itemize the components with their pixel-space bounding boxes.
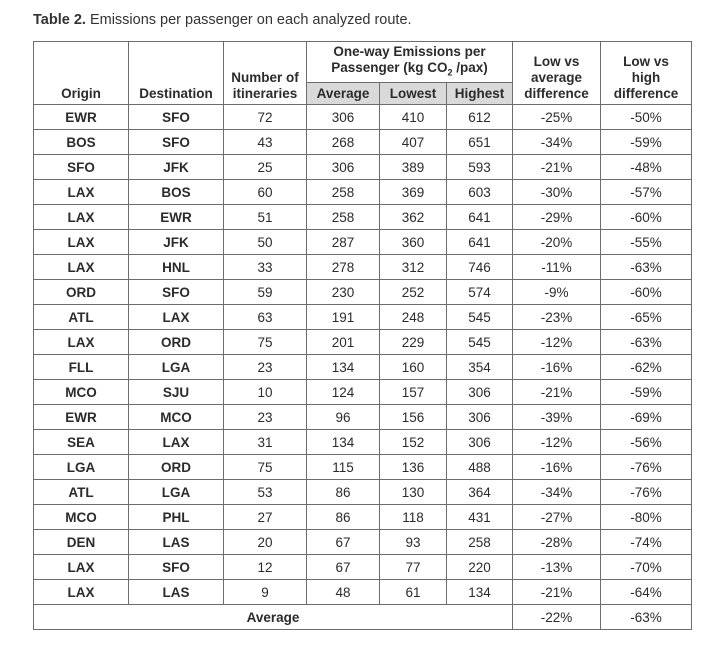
highest-cell: 488 — [447, 455, 513, 480]
itineraries-cell: 23 — [224, 355, 307, 380]
header-low-vs-high-line3: difference — [613, 86, 679, 101]
low-vs-average-cell: -29% — [513, 205, 601, 230]
destination-cell: LGA — [129, 355, 224, 380]
origin-cell: MCO — [34, 380, 129, 405]
average-cell: 258 — [307, 205, 380, 230]
table-row — [34, 480, 692, 505]
low-vs-average-cell: -25% — [513, 105, 601, 130]
low-vs-high-cell: -56% — [601, 430, 692, 455]
low-vs-average-cell: -9% — [513, 280, 601, 305]
lowest-cell: 389 — [380, 155, 447, 180]
origin-cell: ATL — [34, 305, 129, 330]
itineraries-cell: 25 — [224, 155, 307, 180]
low-vs-high-cell: -60% — [601, 205, 692, 230]
header-itineraries-line2: itineraries — [232, 86, 298, 101]
highest-cell: 641 — [447, 205, 513, 230]
itineraries-cell: 33 — [224, 255, 307, 280]
table-row — [34, 380, 692, 405]
table-row — [34, 255, 692, 280]
header-highest: Highest — [447, 83, 513, 105]
highest-cell: 574 — [447, 280, 513, 305]
lowest-cell: 410 — [380, 105, 447, 130]
average-cell: 306 — [307, 105, 380, 130]
average-cell: 201 — [307, 330, 380, 355]
average-cell: 115 — [307, 455, 380, 480]
itineraries-cell: 43 — [224, 130, 307, 155]
header-emissions-group — [307, 42, 513, 83]
low-vs-average-cell: -16% — [513, 355, 601, 380]
header-low-vs-average-line2: average — [531, 70, 583, 85]
lowest-cell: 136 — [380, 455, 447, 480]
low-vs-high-cell: -65% — [601, 305, 692, 330]
table-body — [34, 105, 692, 605]
low-vs-high-cell: -59% — [601, 130, 692, 155]
highest-cell: 364 — [447, 480, 513, 505]
low-vs-high-cell: -70% — [601, 555, 692, 580]
origin-cell: LAX — [34, 205, 129, 230]
low-vs-high-cell: -74% — [601, 530, 692, 555]
table-row — [34, 130, 692, 155]
emissions-table — [33, 41, 692, 630]
table-row — [34, 405, 692, 430]
header-itineraries-line1: Number of — [231, 70, 299, 85]
average-cell: 67 — [307, 555, 380, 580]
average-row — [34, 605, 692, 630]
header-lowest: Lowest — [380, 83, 447, 105]
destination-cell: HNL — [129, 255, 224, 280]
header-average: Average — [307, 83, 380, 105]
table-footer — [34, 605, 692, 630]
lowest-cell: 248 — [380, 305, 447, 330]
average-cell: 306 — [307, 155, 380, 180]
itineraries-cell: 31 — [224, 430, 307, 455]
header-low-vs-average-line3: difference — [524, 86, 589, 101]
low-vs-high-cell: -59% — [601, 380, 692, 405]
low-vs-average-cell: -21% — [513, 155, 601, 180]
table-row — [34, 180, 692, 205]
table-row — [34, 580, 692, 605]
lowest-cell: 130 — [380, 480, 447, 505]
destination-cell: ORD — [129, 330, 224, 355]
destination-cell: LAX — [129, 430, 224, 455]
origin-cell: LAX — [34, 255, 129, 280]
low-vs-average-cell: -13% — [513, 555, 601, 580]
destination-cell: EWR — [129, 205, 224, 230]
low-vs-average-cell: -23% — [513, 305, 601, 330]
table-row — [34, 280, 692, 305]
table-caption-text: Emissions per passenger on each analyzed route. — [85, 12, 412, 28]
table-row — [34, 305, 692, 330]
header-origin: Origin — [34, 42, 129, 105]
lowest-cell: 252 — [380, 280, 447, 305]
average-cell: 86 — [307, 480, 380, 505]
header-itineraries — [224, 42, 307, 105]
highest-cell: 220 — [447, 555, 513, 580]
low-vs-high-cell: -63% — [601, 330, 692, 355]
origin-cell: FLL — [34, 355, 129, 380]
header-emissions-sub: 2 — [447, 67, 453, 78]
destination-cell: LAS — [129, 580, 224, 605]
origin-cell: ORD — [34, 280, 129, 305]
average-cell: 96 — [307, 405, 380, 430]
low-vs-average-cell: -21% — [513, 580, 601, 605]
average-cell: 258 — [307, 180, 380, 205]
low-vs-high-cell: -69% — [601, 405, 692, 430]
average-low-vs-average: -22% — [513, 605, 601, 630]
highest-cell: 431 — [447, 505, 513, 530]
origin-cell: LGA — [34, 455, 129, 480]
average-cell: 86 — [307, 505, 380, 530]
low-vs-average-cell: -11% — [513, 255, 601, 280]
origin-cell: EWR — [34, 405, 129, 430]
highest-cell: 306 — [447, 405, 513, 430]
low-vs-average-cell: -21% — [513, 380, 601, 405]
low-vs-average-cell: -12% — [513, 330, 601, 355]
destination-cell: SJU — [129, 380, 224, 405]
lowest-cell: 360 — [380, 230, 447, 255]
highest-cell: 306 — [447, 430, 513, 455]
average-cell: 124 — [307, 380, 380, 405]
low-vs-high-cell: -48% — [601, 155, 692, 180]
low-vs-high-cell: -64% — [601, 580, 692, 605]
low-vs-high-cell: -62% — [601, 355, 692, 380]
low-vs-high-cell: -50% — [601, 105, 692, 130]
header-emissions-line1: One-way Emissions per — [333, 43, 486, 59]
itineraries-cell: 9 — [224, 580, 307, 605]
header-low-vs-high-line2: high — [631, 70, 661, 85]
itineraries-cell: 60 — [224, 180, 307, 205]
origin-cell: MCO — [34, 505, 129, 530]
destination-cell: SFO — [129, 555, 224, 580]
destination-cell: LAX — [129, 305, 224, 330]
header-low-vs-high — [601, 42, 692, 105]
destination-cell: LAS — [129, 530, 224, 555]
destination-cell: JFK — [129, 155, 224, 180]
highest-cell: 134 — [447, 580, 513, 605]
lowest-cell: 157 — [380, 380, 447, 405]
header-low-vs-average — [513, 42, 601, 105]
table-header — [34, 42, 692, 105]
low-vs-average-cell: -27% — [513, 505, 601, 530]
table-row — [34, 330, 692, 355]
highest-cell: 641 — [447, 230, 513, 255]
destination-cell: SFO — [129, 105, 224, 130]
origin-cell: LAX — [34, 230, 129, 255]
table-row — [34, 105, 692, 130]
highest-cell: 545 — [447, 330, 513, 355]
lowest-cell: 77 — [380, 555, 447, 580]
highest-cell: 651 — [447, 130, 513, 155]
average-cell: 48 — [307, 580, 380, 605]
itineraries-cell: 20 — [224, 530, 307, 555]
table-row — [34, 205, 692, 230]
header-emissions-line2a: Passenger (kg CO — [331, 59, 448, 75]
table-row — [34, 355, 692, 380]
highest-cell: 258 — [447, 530, 513, 555]
average-low-vs-high: -63% — [601, 605, 692, 630]
origin-cell: LAX — [34, 555, 129, 580]
highest-cell: 746 — [447, 255, 513, 280]
lowest-cell: 93 — [380, 530, 447, 555]
header-low-vs-high-line1: Low vs — [623, 54, 669, 69]
lowest-cell: 407 — [380, 130, 447, 155]
header-emissions-line2b: /pax) — [452, 59, 488, 75]
origin-cell: SEA — [34, 430, 129, 455]
low-vs-average-cell: -20% — [513, 230, 601, 255]
low-vs-average-cell: -34% — [513, 480, 601, 505]
average-row-label: Average — [34, 605, 513, 630]
highest-cell: 612 — [447, 105, 513, 130]
origin-cell: LAX — [34, 180, 129, 205]
table-caption-label: Table 2. — [33, 12, 86, 28]
low-vs-average-cell: -39% — [513, 405, 601, 430]
itineraries-cell: 12 — [224, 555, 307, 580]
lowest-cell: 160 — [380, 355, 447, 380]
destination-cell: SFO — [129, 280, 224, 305]
table-row — [34, 530, 692, 555]
header-low-vs-average-line1: Low vs — [533, 54, 580, 69]
itineraries-cell: 10 — [224, 380, 307, 405]
itineraries-cell: 72 — [224, 105, 307, 130]
table-row — [34, 155, 692, 180]
table-row — [34, 505, 692, 530]
lowest-cell: 312 — [380, 255, 447, 280]
lowest-cell: 118 — [380, 505, 447, 530]
low-vs-high-cell: -60% — [601, 280, 692, 305]
itineraries-cell: 53 — [224, 480, 307, 505]
header-destination: Destination — [129, 42, 224, 105]
origin-cell: LAX — [34, 580, 129, 605]
itineraries-cell: 75 — [224, 455, 307, 480]
highest-cell: 306 — [447, 380, 513, 405]
low-vs-average-cell: -30% — [513, 180, 601, 205]
destination-cell: LGA — [129, 480, 224, 505]
highest-cell: 545 — [447, 305, 513, 330]
average-cell: 287 — [307, 230, 380, 255]
lowest-cell: 152 — [380, 430, 447, 455]
average-cell: 278 — [307, 255, 380, 280]
destination-cell: MCO — [129, 405, 224, 430]
destination-cell: ORD — [129, 455, 224, 480]
low-vs-average-cell: -12% — [513, 430, 601, 455]
origin-cell: EWR — [34, 105, 129, 130]
lowest-cell: 369 — [380, 180, 447, 205]
destination-cell: SFO — [129, 130, 224, 155]
itineraries-cell: 50 — [224, 230, 307, 255]
low-vs-high-cell: -76% — [601, 455, 692, 480]
lowest-cell: 61 — [380, 580, 447, 605]
origin-cell: BOS — [34, 130, 129, 155]
destination-cell: PHL — [129, 505, 224, 530]
lowest-cell: 156 — [380, 405, 447, 430]
low-vs-high-cell: -55% — [601, 230, 692, 255]
low-vs-high-cell: -57% — [601, 180, 692, 205]
lowest-cell: 362 — [380, 205, 447, 230]
origin-cell: SFO — [34, 155, 129, 180]
low-vs-high-cell: -76% — [601, 480, 692, 505]
highest-cell: 593 — [447, 155, 513, 180]
origin-cell: DEN — [34, 530, 129, 555]
table-row — [34, 455, 692, 480]
destination-cell: BOS — [129, 180, 224, 205]
table-row — [34, 230, 692, 255]
itineraries-cell: 59 — [224, 280, 307, 305]
table-row — [34, 430, 692, 455]
low-vs-high-cell: -63% — [601, 255, 692, 280]
low-vs-average-cell: -34% — [513, 130, 601, 155]
average-cell: 67 — [307, 530, 380, 555]
average-cell: 134 — [307, 430, 380, 455]
itineraries-cell: 75 — [224, 330, 307, 355]
average-cell: 191 — [307, 305, 380, 330]
low-vs-average-cell: -28% — [513, 530, 601, 555]
table-row — [34, 555, 692, 580]
low-vs-average-cell: -16% — [513, 455, 601, 480]
average-cell: 134 — [307, 355, 380, 380]
itineraries-cell: 27 — [224, 505, 307, 530]
itineraries-cell: 23 — [224, 405, 307, 430]
itineraries-cell: 51 — [224, 205, 307, 230]
average-cell: 268 — [307, 130, 380, 155]
highest-cell: 354 — [447, 355, 513, 380]
itineraries-cell: 63 — [224, 305, 307, 330]
low-vs-high-cell: -80% — [601, 505, 692, 530]
highest-cell: 603 — [447, 180, 513, 205]
origin-cell: ATL — [34, 480, 129, 505]
destination-cell: JFK — [129, 230, 224, 255]
table-caption — [33, 12, 412, 28]
average-cell: 230 — [307, 280, 380, 305]
lowest-cell: 229 — [380, 330, 447, 355]
origin-cell: LAX — [34, 330, 129, 355]
